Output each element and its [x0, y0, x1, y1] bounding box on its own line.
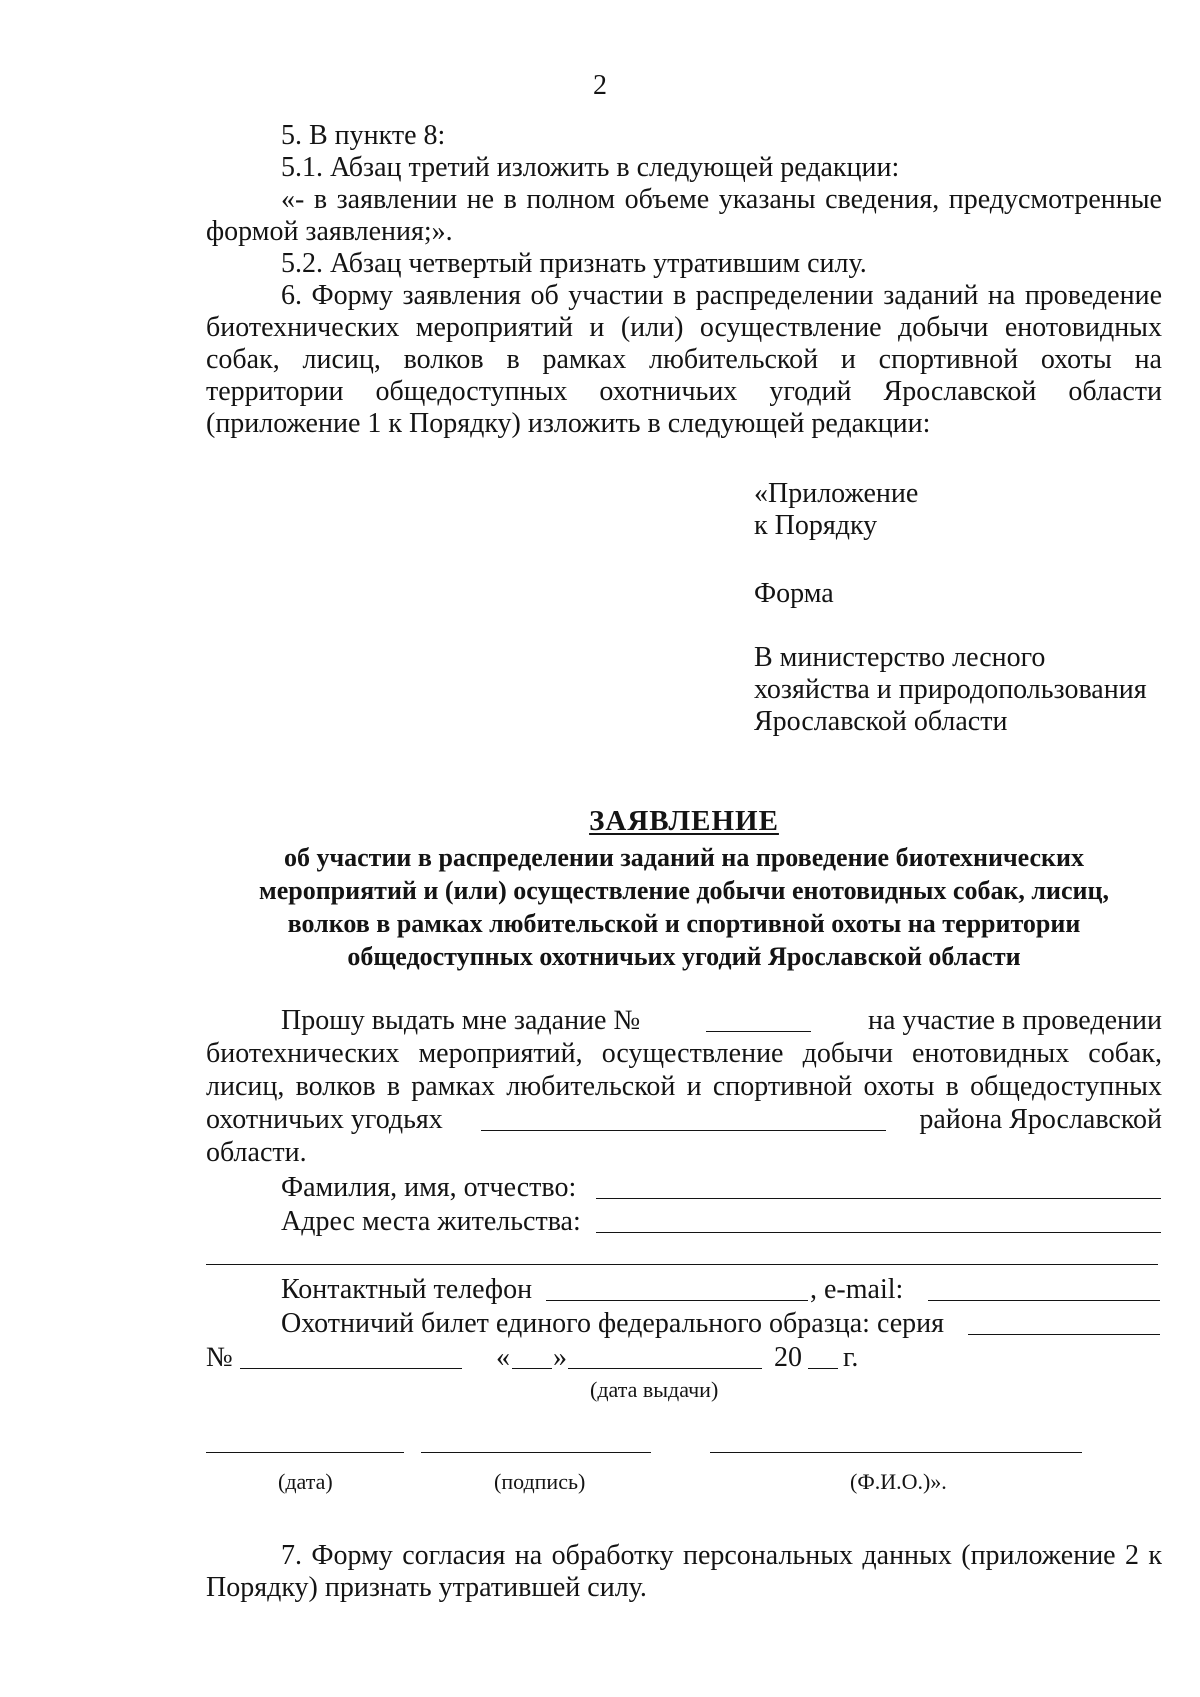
address-field[interactable] [596, 1210, 1161, 1233]
appendix-line-2: к Порядку [754, 510, 878, 541]
ticket-number-field[interactable] [240, 1346, 462, 1369]
request-text-4b: района Ярославской [919, 1104, 1162, 1135]
request-line-5 [206, 1137, 1162, 1169]
issue-month-field[interactable] [568, 1346, 762, 1369]
request-text-1b: на участие в проведении [868, 1005, 1162, 1036]
phone-label: Контактный телефон [281, 1274, 533, 1305]
task-number-field[interactable] [706, 1009, 811, 1032]
statement-subtitle-4: общедоступных охотничьих угодий Ярославской области [347, 942, 1021, 971]
request-text-3: лисиц, волков в рамках любительской и спортивной охоты в общедоступных [206, 1071, 1162, 1102]
addressee-line-1: В министерство лесного [754, 642, 1046, 673]
issue-year-field[interactable] [808, 1346, 838, 1369]
request-text-2: биотехнических мероприятий, осуществление добычи енотовидных собак, [206, 1038, 1162, 1069]
statement-title: ЗАЯВЛЕНИЕ [589, 805, 779, 837]
addressee-line-2: хозяйства и природопользования [754, 674, 1147, 705]
body-section [206, 120, 1162, 440]
request-line-2 [206, 1038, 1162, 1070]
appendix-line-1: «Приложение [754, 478, 919, 509]
email-label: , e-mail: [810, 1274, 904, 1305]
section-7 [206, 1540, 1162, 1604]
addressee-block [754, 642, 1174, 738]
appendix-header [754, 478, 1174, 542]
quote-open: « [496, 1342, 510, 1373]
fio-label: Фамилия, имя, отчество: [281, 1172, 577, 1203]
phone-field[interactable] [546, 1278, 808, 1301]
paragraph-5: 5. В пункте 8: [281, 120, 446, 151]
email-field[interactable] [928, 1278, 1160, 1301]
form-label: Форма [754, 578, 834, 609]
page-number: 2 [593, 70, 607, 101]
statement-subtitle-1: об участии в распределении заданий на проведение биотехнических [283, 843, 1085, 872]
paragraph-7: 7. Форму согласия на обработку персональных данных (приложение 2 к Порядку) признать утратившей силу. [206, 1540, 1162, 1603]
issue-day-field[interactable] [512, 1346, 552, 1369]
statement-subtitle-3: волков в рамках любительской и спортивной охоты на территории [287, 909, 1081, 938]
address-continuation-line[interactable] [206, 1264, 1158, 1265]
quote-close: » [553, 1342, 567, 1373]
ticket-label: Охотничий билет единого федерального образца: серия [281, 1308, 945, 1339]
signature-caption: (подпись) [494, 1469, 586, 1494]
district-field[interactable] [481, 1108, 886, 1131]
paragraph-6: 6. Форму заявления об участии в распределении заданий на проведение биотехнических мероприятий и (или) осуществление добычи енотовидных собак, лисиц, волков в рамках любительской и спортивной охоты на территории общедоступных охотничьих угодий Ярославской области (приложение 1 к Порядку) изложить в следующей редакции: [206, 280, 1162, 439]
date-signature-line[interactable] [206, 1452, 404, 1453]
paragraph-5-2: 5.2. Абзац четвертый признать утратившим силу. [281, 248, 867, 279]
request-text-1a: Прошу выдать мне задание № [281, 1005, 641, 1036]
fio-field[interactable] [596, 1176, 1161, 1199]
request-text-5: области. [206, 1137, 307, 1168]
paragraph-5-1-quote: «- в заявлении не в полном объеме указаны сведения, предусмотренные формой заявления;». [206, 184, 1162, 247]
request-text-4a: охотничьих угодьях [206, 1104, 443, 1135]
statement-subtitle-2: мероприятий и (или) осуществление добычи енотовидных собак, лисиц, [258, 876, 1109, 905]
date-caption: (дата) [278, 1469, 333, 1494]
year-prefix: 20 [774, 1342, 802, 1373]
fio-signature-line[interactable] [710, 1452, 1082, 1453]
year-suffix: г. [843, 1342, 859, 1373]
issue-date-caption: (дата выдачи) [590, 1377, 719, 1402]
name-caption: (Ф.И.О.)». [850, 1469, 947, 1494]
form-label-block [754, 578, 1174, 610]
ticket-series-field[interactable] [968, 1312, 1160, 1335]
signature-line[interactable] [421, 1452, 651, 1453]
request-line-3 [206, 1071, 1162, 1103]
number-sign: № [206, 1342, 233, 1373]
paragraph-5-1: 5.1. Абзац третий изложить в следующей редакции: [281, 152, 900, 183]
addressee-line-3: Ярославской области [754, 706, 1008, 737]
address-label: Адрес места жительства: [281, 1206, 581, 1237]
statement-title-block [206, 805, 1162, 973]
